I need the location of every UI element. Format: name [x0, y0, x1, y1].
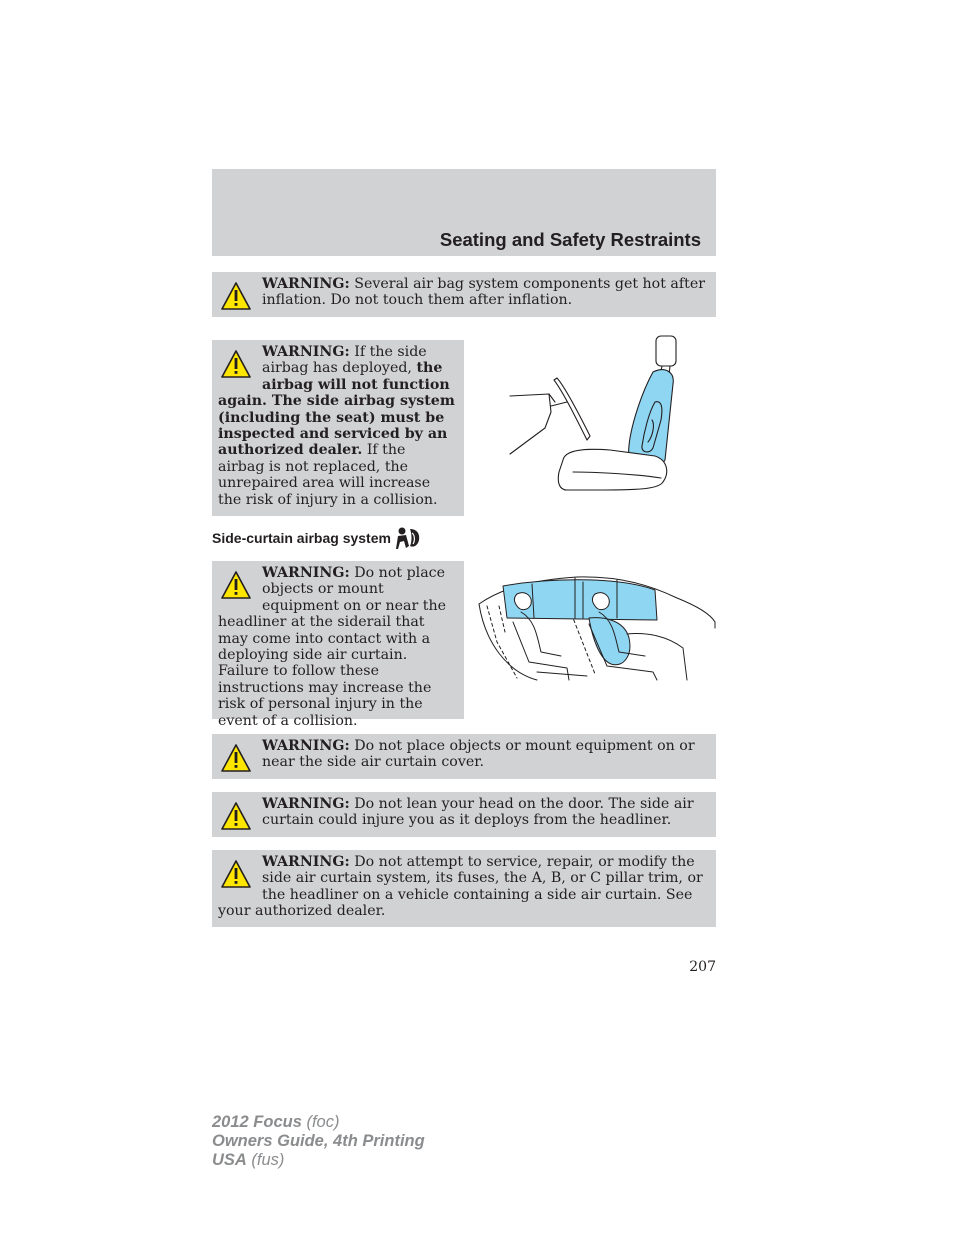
warning-box-lean-head: [212, 792, 716, 837]
warning-triangle-icon: [220, 801, 252, 831]
footer-model: 2012 Focus: [212, 1113, 302, 1131]
footer-guide: Owners Guide, 4th Printing: [212, 1132, 425, 1150]
warning-label: WARNING:: [262, 796, 350, 812]
warning-text: If the side airbag has deployed,: [262, 344, 427, 377]
warning-triangle-icon: [220, 281, 252, 311]
page-title: Seating and Safety Restraints: [439, 229, 701, 250]
warning-text-continued: If the airbag is not replaced, the unrepaired area will increase the risk of injury in a collision.: [218, 442, 438, 508]
footer-market-code: (fus): [246, 1151, 285, 1169]
header-band: [212, 169, 716, 256]
warning-box-service-curtain: [212, 850, 716, 927]
warning-bold-text: the airbag will not function again. The side airbag system (including the seat) must be inspected and serviced by an authorized dealer.: [218, 360, 455, 459]
warning-triangle-icon: [220, 349, 252, 379]
warning-box-side-airbag-deployed: [212, 340, 464, 516]
warning-triangle-icon: [220, 570, 252, 600]
warning-text: Several air bag system components get hot after inflation. Do not touch them after inflation.: [262, 276, 706, 309]
warning-label: WARNING:: [262, 565, 350, 581]
warning-text: Do not attempt to service, repair, or modify the side air curtain system, its fuses, the A, B, or C pillar trim, or the headliner on a vehicle containing a side air curtain. See your authorized dealer.: [218, 854, 703, 920]
footer-line-2: [212, 1132, 425, 1151]
warning-label: WARNING:: [262, 276, 350, 292]
warning-label: WARNING:: [262, 344, 350, 360]
warning-box-hot-components: [212, 272, 716, 317]
warning-triangle-icon: [220, 743, 252, 773]
footer-market: USA: [212, 1151, 247, 1169]
section-heading: [212, 526, 421, 550]
footer: [212, 1113, 425, 1170]
footer-line-3: [212, 1151, 425, 1170]
page-number: 207: [689, 959, 716, 975]
warning-box-curtain-cover: [212, 734, 716, 779]
warning-triangle-icon: [220, 859, 252, 889]
section-heading-text: Side-curtain airbag system: [212, 530, 391, 546]
side-airbag-seat-illustration: [505, 332, 685, 494]
warning-box-headliner-objects: [212, 561, 464, 729]
warning-label: WARNING:: [262, 738, 350, 754]
warning-label: WARNING:: [262, 854, 350, 870]
side-curtain-car-illustration: [477, 572, 717, 684]
warning-text: Do not place objects or mount equipment on or near the side air curtain cover.: [262, 738, 695, 771]
side-airbag-icon: [395, 526, 421, 550]
footer-model-code: (foc): [301, 1113, 340, 1131]
footer-line-1: [212, 1113, 425, 1132]
warning-text: Do not place objects or mount equipment on or near the headliner at the siderail that may come into contact with a deploying side air curtain. Failure to follow these instructions may increase the risk of personal injury in the event of a collision.: [218, 565, 446, 729]
warning-text: Do not lean your head on the door. The side air curtain could injure you as it deploys from the headliner.: [262, 796, 694, 829]
